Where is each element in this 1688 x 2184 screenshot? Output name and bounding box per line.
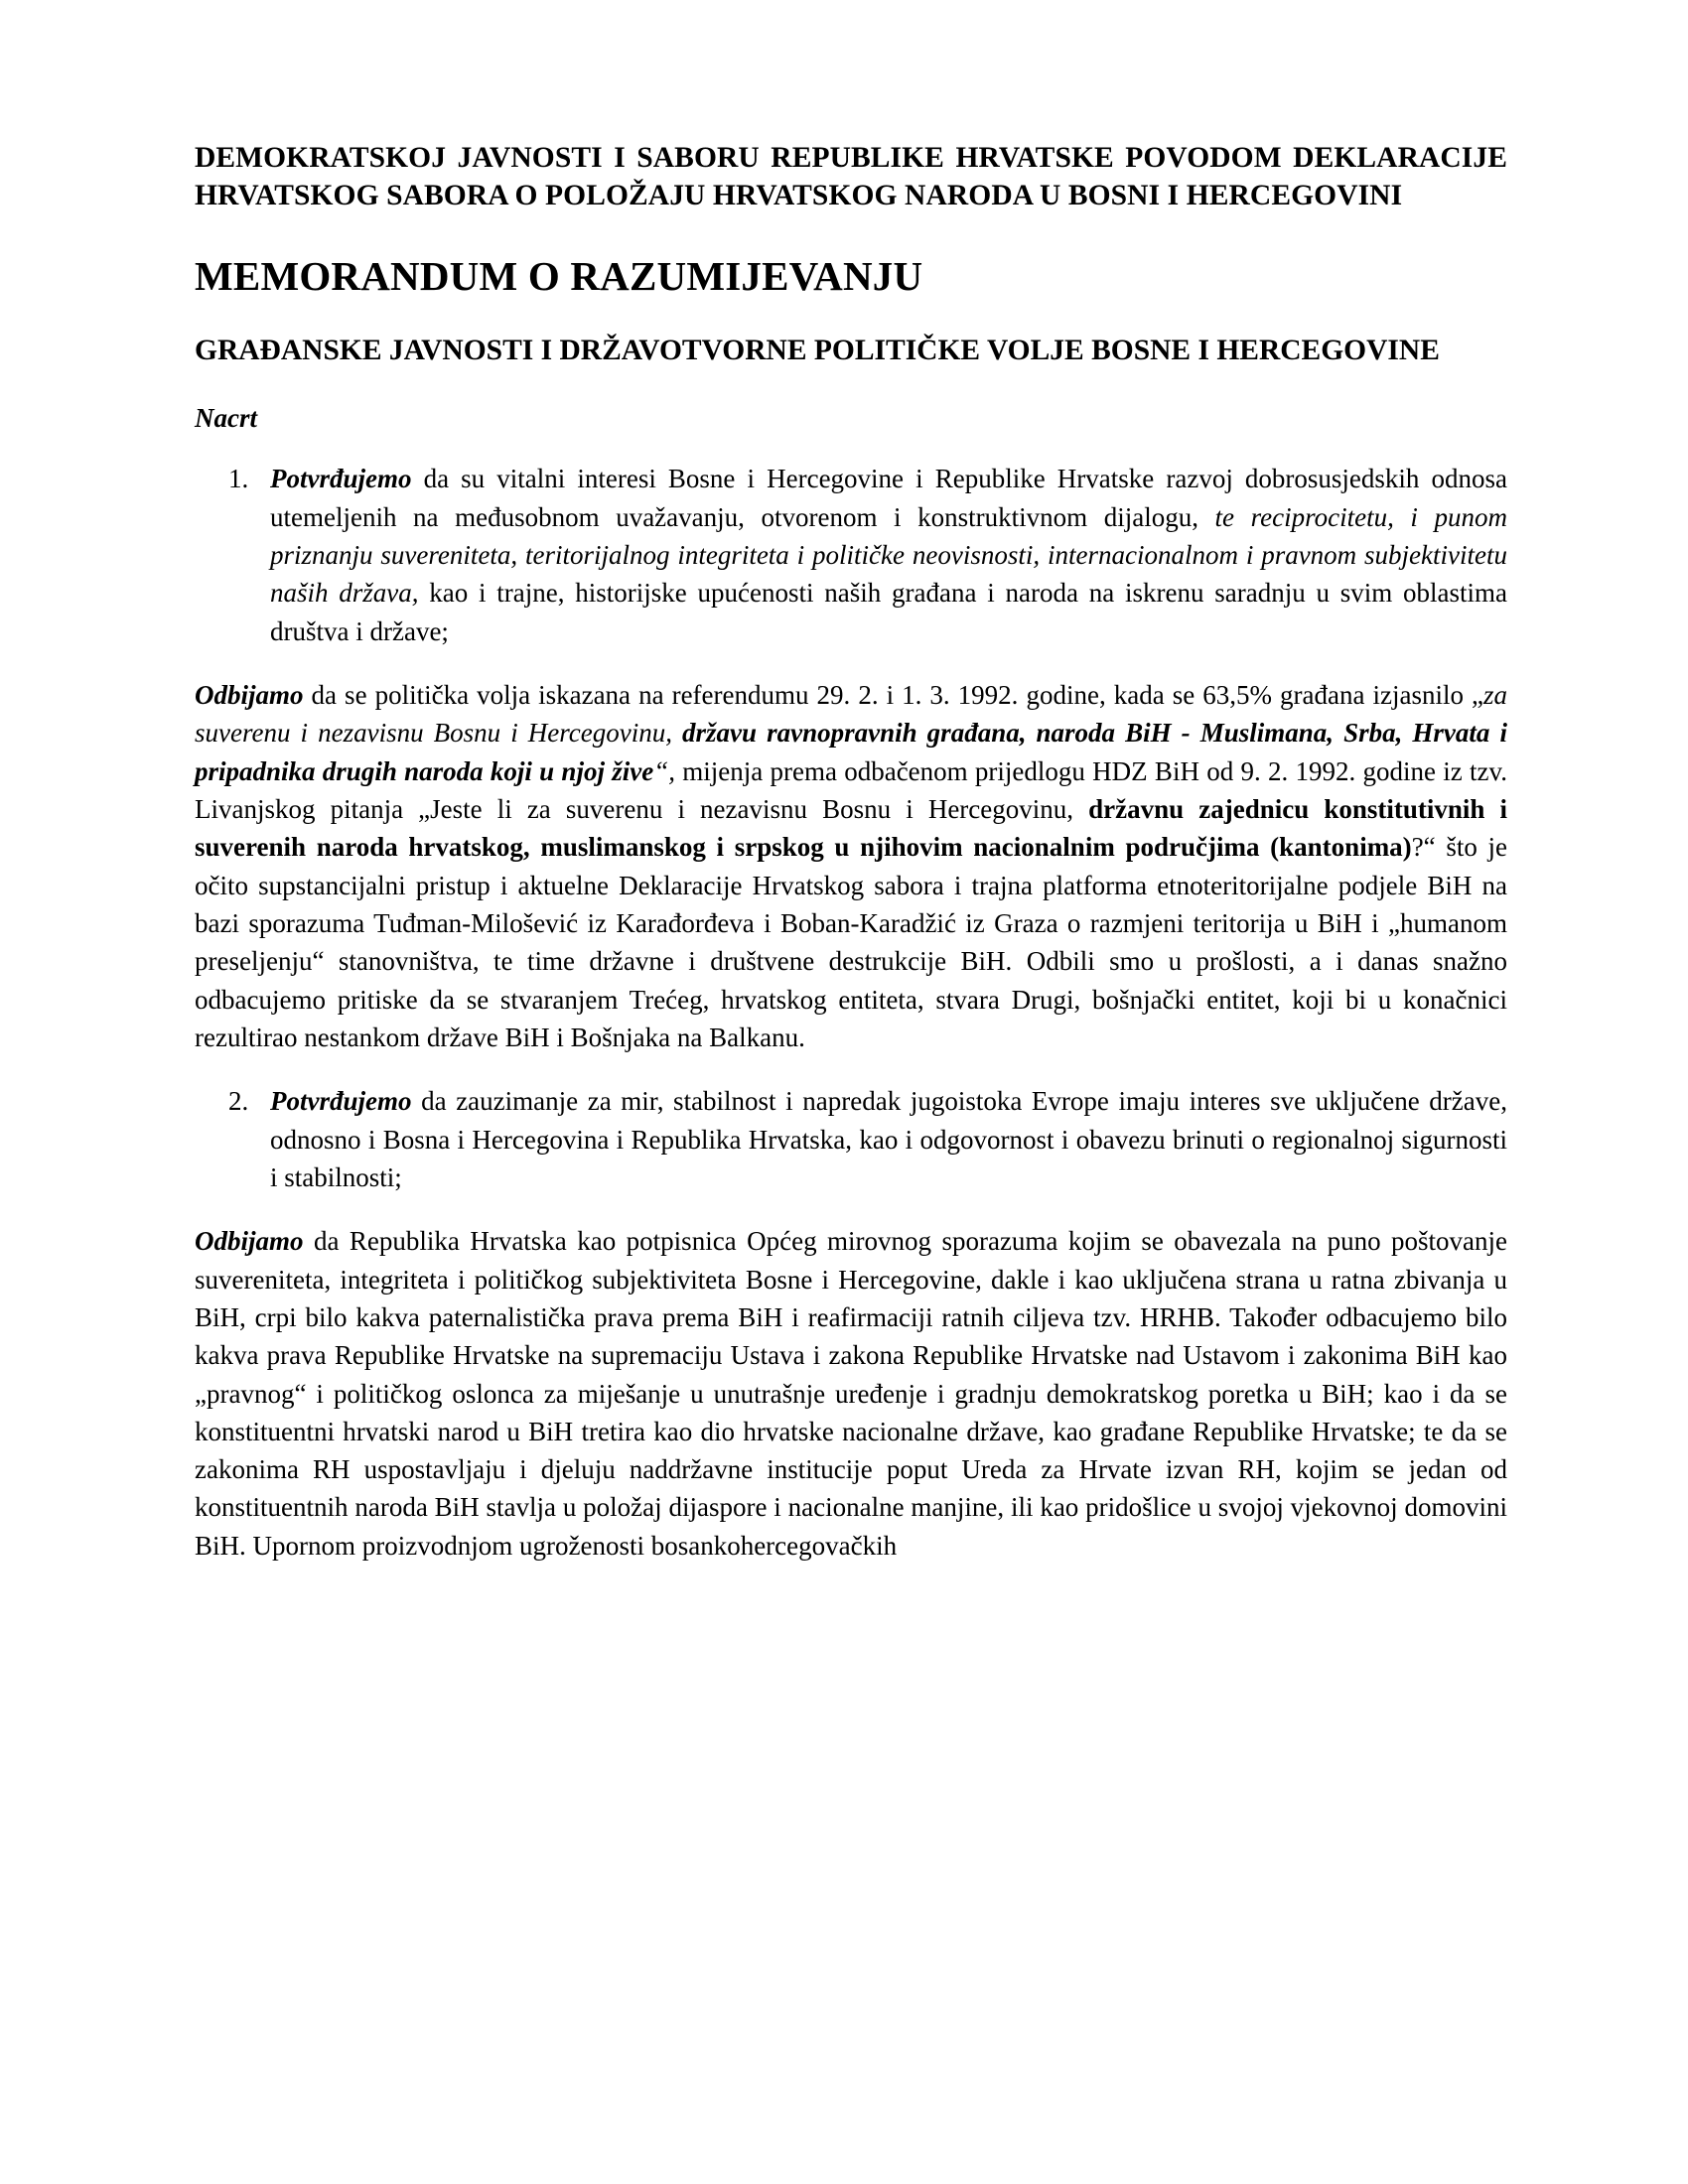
paragraph-seg-4: mijenja prema odbačenom prijedlogu HDZ BiH od 9. 2. 1992. godine iz tzv. Livanjskog pitanja „Jeste li za suverenu i nezavisnu Bosnu i Hercegovinu, — [195, 755, 1507, 824]
paragraph-seg-5: državnu zajednicu konstitutivnih i suverenih naroda hrvatskog, muslimanskog i srpskog u njihovim nacionalnim područjima (kantonima) — [195, 793, 1507, 863]
list-item-lead: Potvrđujemo — [270, 464, 412, 494]
numbered-list-2 — [195, 1082, 1507, 1196]
paragraph-seg-0: da Republika Hrvatska kao potpisnica Općeg mirovnog sporazuma kojim se obavezala na puno poštovanje suvereniteta, integriteta i političkog subjektiviteta Bosne i Hercegovine, dakle i kao uključena strana u ratna zbivanja u BiH, crpi bilo kakva paternalistička prava prema BiH i reafirmaciji ratnih ciljeva tzv. HRHB. Također odbacujemo bilo kakva prava Republike Hrvatske na supremaciju Ustava i zakona Republike Hrvatske nad Ustavom i zakonima BiH kao „pravnog“ i političkog oslonca za miješanje u unutrašnje uređenje i gradnju demokratskog poretka u BiH; kao i da se konstituentni hrvatski narod u BiH tretira kao dio hrvatske nacionalne države, kao građane Republike Hrvatske; te da se zakonima RH uspostavljaju i djeluju naddržavne institucije poput Ureda za Hrvate izvan RH, kojim se jedan od konstituentnih naroda BiH stavlja u položaj dijaspore i nacionalne manjine, ili kao pridošlice u svojoj vjekovnoj domovini BiH. Upornom proizvodnjom ugroženosti bosankohercegovačkih — [195, 1226, 1507, 1561]
paragraph-seg-1: za suverenu i nezavisnu Bosnu i Hercegovinu, — [195, 679, 1507, 749]
paragraph-odbijamo-1 — [195, 676, 1507, 1056]
list-item-text-part1: da zauzimanje za mir, stabilnost i napredak jugoistoka Evrope imaju interes sve uključene države, odnosno i Bosna i Hercegovina i Republika Hrvatska, kao i odgovornost i obavezu brinuti o regionalnoj sigurnosti i stabilnosti; — [270, 1086, 1507, 1192]
paragraph-odbijamo-2 — [195, 1222, 1507, 1565]
document-subheading: GRAĐANSKE JAVNOSTI I DRŽAVOTVORNE POLITIČKE VOLJE BOSNE I HERCEGOVINE — [195, 334, 1440, 366]
numbered-list-1 — [195, 460, 1507, 650]
list-item-number: 1. — [228, 464, 249, 494]
document-title: MEMORANDUM O RAZUMIJEVANJU — [195, 252, 923, 299]
paragraph-seg-2: državu ravnopravnih građana, naroda BiH - Muslimana, Srba, Hrvata i pripadnika drugih naroda koji u njoj žive — [195, 718, 1507, 786]
paragraph-lead: Odbijamo — [195, 1226, 304, 1257]
paragraph-seg-3: “, — [653, 755, 675, 786]
list-item-number: 2. — [228, 1086, 249, 1117]
paragraph-lead: Odbijamo — [195, 679, 304, 710]
list-item-lead: Potvrđujemo — [270, 1086, 412, 1117]
list-item-text — [270, 1082, 1507, 1196]
document-heading: DEMOKRATSKOJ JAVNOSTI I SABORU REPUBLIKE HRVATSKE POVODOM DEKLARACIJE HRVATSKOG SABORA O POLOŽAJU HRVATSKOG NARODA U BOSNI I HERCEGOVINI — [195, 142, 1507, 212]
list-item — [195, 460, 1507, 650]
list-item-text-part2: kao i trajne, historijske upućenosti naših građana i naroda na iskrenu saradnju u svim oblastima društva i države; — [270, 578, 1507, 646]
list-item — [195, 1082, 1507, 1196]
paragraph-seg-6: ?“ što je očito supstancijalni pristup i aktuelne Deklaracije Hrvatskog sabora i trajna platforma etnoteritorijalne podjele BiH na bazi sporazuma Tuđman-Milošević iz Karađorđeva i Boban-Karadžić iz Graza o razmjeni teritorija u BiH i „humanom preseljenju“ stanovništva, te time državne i društvene destrukcije BiH. Odbili smo u prošlosti, a i danas snažno odbacujemo pritiske da se stvaranjem Trećeg, hrvatskog entiteta, stvara Drugi, bošnjački entitet, koji bi u konačnici rezultirao nestankom države BiH i Bošnjaka na Balkanu. — [195, 832, 1507, 1052]
draft-label: Nacrt — [195, 403, 257, 434]
list-item-text-part1: da su vitalni interesi Bosne i Hercegovine i Republike Hrvatske razvoj dobrosusjedskih odnosa utemeljenih na međusobnom uvažavanju, otvorenom i konstruktivnom dijalogu, — [270, 464, 1507, 532]
list-item-italic-part: te reciprocitetu, i punom priznanju suvereniteta, teritorijalnog integriteta i političke neovisnosti, internacionalnom i pravnom subjektivitetu naših država, — [270, 501, 1507, 609]
paragraph-seg-0: da se politička volja iskazana na referendumu 29. 2. i 1. 3. 1992. godine, kada se 63,5% građana izjasnilo „ — [303, 679, 1483, 710]
list-item-text — [270, 460, 1507, 650]
